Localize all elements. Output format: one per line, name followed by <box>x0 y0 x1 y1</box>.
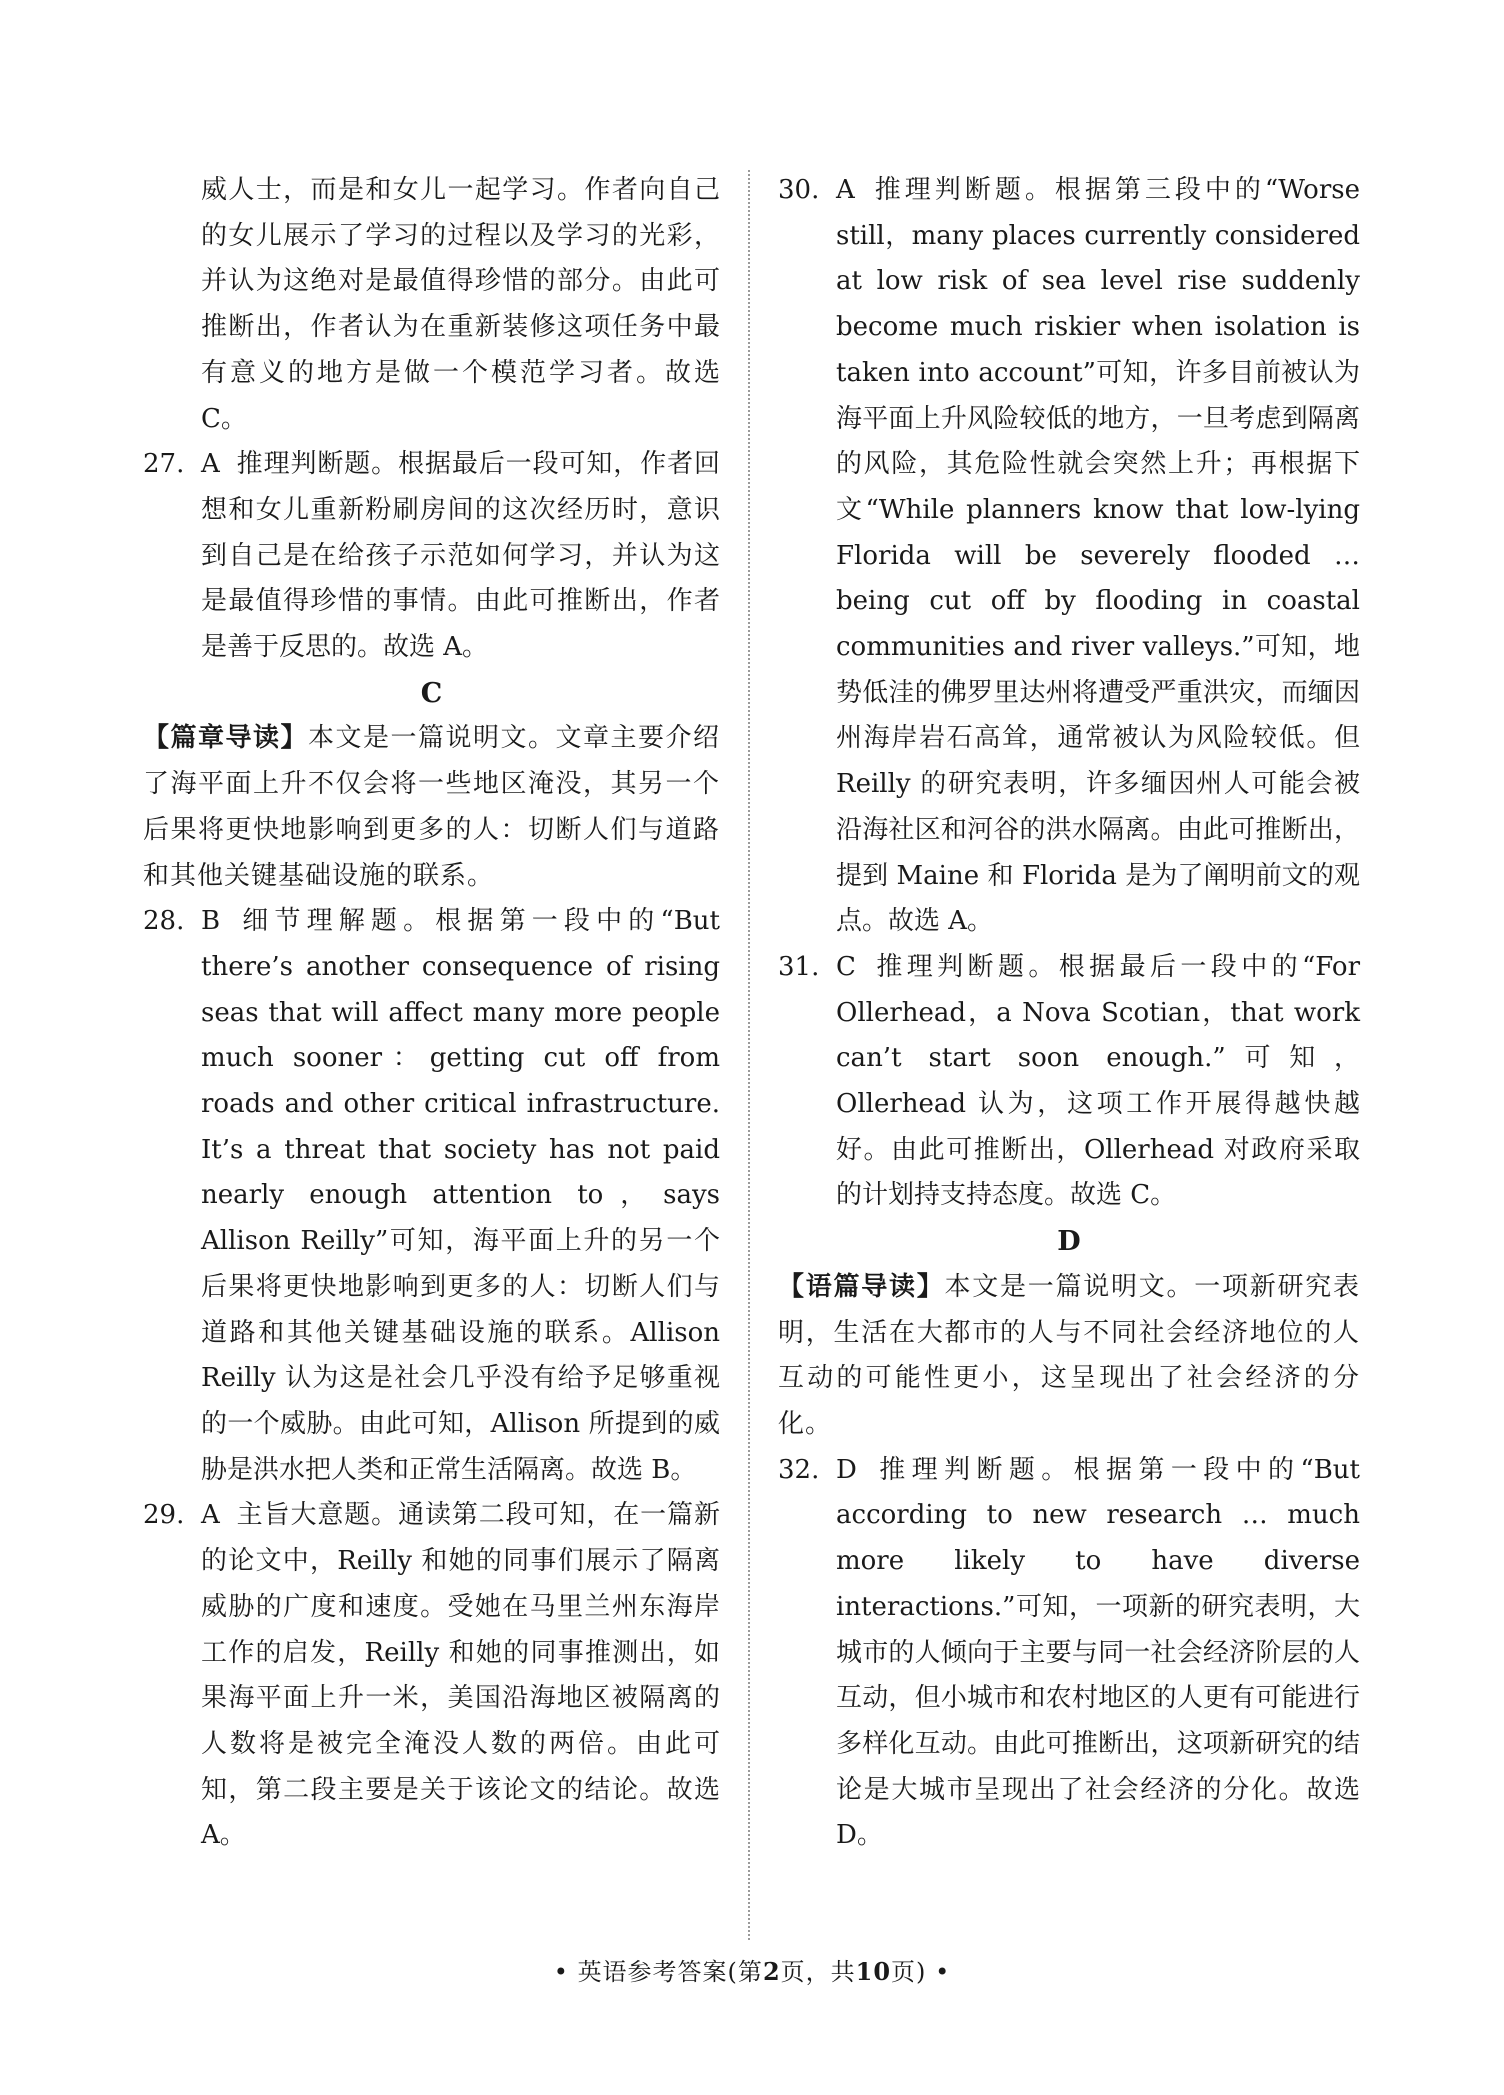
footer-bullet-right: • <box>935 1958 951 1986</box>
answer-item-29 <box>143 1493 720 1859</box>
explanation-text: 推理判断题。根据最后一段可知，作者回想和女儿重新粉刷房间的这次经历时，意识到自己是在给孩子示范如何学习，并认为这是最值得珍惜的事情。由此可推断出，作者是善于反思的。故选 A。 <box>201 449 720 663</box>
answer-letter: C <box>836 951 856 982</box>
answer-item-31 <box>778 945 1360 1219</box>
explanation-text: 推理判断题。根据第一段中的“But according to new research … much more likely to have diverse interactions.”可知，一项新的研究表明，大城市的人倾向于主要与同一社会经济阶层的人互动，但小城市和农村地区的人更有可能进行多样化互动。由此可推断出，这项新研究的结论是大城市呈现出了社会经济的分化。故选 D。 <box>836 1454 1360 1851</box>
answer-item-27 <box>143 442 720 671</box>
page-footer <box>0 1952 1504 1987</box>
footer-total-pages: 10 <box>855 1957 892 1986</box>
lead-text: 本文是一篇说明文。文章主要介绍了海平面上升不仅会将一些地区淹没，其另一个后果将更快地影响到更多的人：切断人们与道路和其他关键基础设施的联系。 <box>143 723 720 891</box>
lead-tag: 【语篇导读】 <box>778 1271 945 1302</box>
answer-letter: A <box>201 449 220 480</box>
footer-bullet-left: • <box>553 1958 569 1986</box>
explanation-text: 细节理解题。根据第一段中的“But there’s another consequence of rising seas that will affect many more people much sooner：getting cut off from roads and other critical infrastructure. It’s a threat that society has not paid nearly enough attention to，says Allison Reilly”可知，海平面上升的另一个后果将更快地影响到更多的人：切断人们与道路和其他关键基础设施的联系。Allison Reilly 认为这是社会几乎没有给予足够重视的一个威胁。由此可知，Allison 所提到的威胁是洪水把人类和正常生活隔离。故选 B。 <box>201 906 720 1485</box>
question-number: 27. <box>143 449 185 480</box>
q26-continuation: 威人士，而是和女儿一起学习。作者向自己的女儿展示了学习的过程以及学习的光彩，并认为这绝对是最值得珍惜的部分。由此可推断出，作者认为在重新装修这项任务中最有意义的地方是做一个模范学习者。故选 C。 <box>201 175 720 434</box>
footer-mid: 页，共 <box>780 1958 856 1986</box>
answer-letter: B <box>201 906 221 937</box>
lead-tag: 【篇章导读】 <box>143 723 308 754</box>
right-column <box>778 168 1360 1859</box>
question-number: 32. <box>778 1454 820 1485</box>
column-divider <box>748 170 750 1940</box>
section-heading-d: D <box>1057 1226 1081 1258</box>
explanation-text: 推理判断题。根据最后一段中的“For Ollerhead，a Nova Scotian，that work can’t start soon enough.”可知，Ollerhead 认为，这项工作开展得越快越好。由此可推断出，Ollerhead 对政府采取的计划持支持态度。故选 C。 <box>836 951 1360 1211</box>
question-number: 31. <box>778 951 820 982</box>
left-column <box>143 168 720 1859</box>
footer-page-number: 2 <box>762 1957 781 1986</box>
answer-letter: A <box>836 175 855 205</box>
answer-letter: D <box>836 1454 857 1485</box>
answer-item-32 <box>778 1448 1360 1859</box>
passage-lead-d <box>778 1265 1360 1448</box>
lead-text: 本文是一篇说明文。一项新研究表明，生活在大都市的人与不同社会经济地位的人互动的可能性更小，这呈现出了社会经济的分化。 <box>778 1271 1360 1439</box>
explanation-text: 推理判断题。根据第三段中的“Worse still，many places currently considered at low risk of sea level rise suddenly become much riskier when isolation is taken into account”可知，许多目前被认为海平面上升风险较低的地方，一旦考虑到隔离的风险，其危险性就会突然上升；再根据下文“While planners know that low-lying Florida will be severely flooded … being cut off by flooding in coastal communities and river valleys.”可知，地势低洼的佛罗里达州将遭受严重洪灾，而缅因州海岸岩石高耸，通常被认为风险较低。但 Reilly 的研究表明，许多缅因州人可能会被沿海社区和河谷的洪水隔离。由此可推断出，提到 Maine 和 Florida 是为了阐明前文的观点。故选 A。 <box>836 175 1360 937</box>
question-number: 29. <box>143 1500 185 1531</box>
answer-item-28 <box>143 899 720 1493</box>
footer-label: 英语参考答案(第 <box>577 1958 763 1986</box>
footer-suffix: 页) <box>891 1958 927 1986</box>
passage-lead-c <box>143 716 720 899</box>
answer-item-30 <box>778 168 1360 945</box>
section-heading-c: C <box>420 677 443 709</box>
question-number: 28. <box>143 906 185 937</box>
explanation-text: 主旨大意题。通读第二段可知，在一篇新的论文中，Reilly 和她的同事们展示了隔离威胁的广度和速度。受她在马里兰州东海岸工作的启发，Reilly 和她的同事推测出，如果海平面上升一米，美国沿海地区被隔离的人数将是被完全淹没人数的两倍。由此可知，第二段主要是关于该论文的结论。故选 A。 <box>201 1500 720 1851</box>
answer-letter: A <box>201 1500 220 1531</box>
question-number: 30. <box>778 175 820 205</box>
